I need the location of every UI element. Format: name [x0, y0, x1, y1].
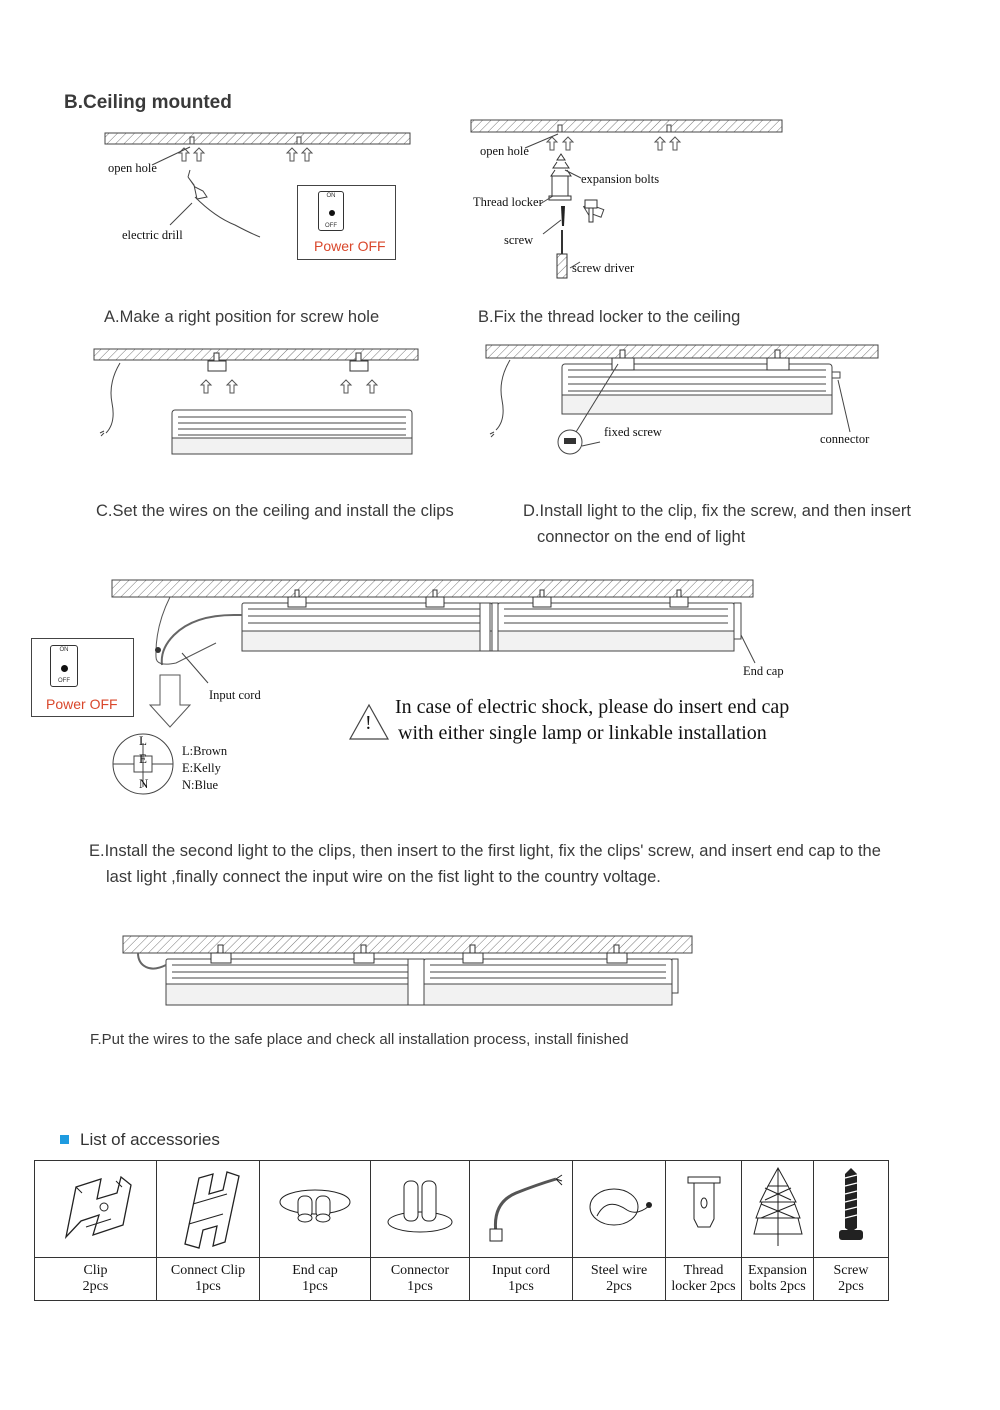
expansion-bolts-label: expansion bolts	[581, 172, 660, 186]
connector-icon	[380, 1167, 460, 1247]
step-f-caption: F.Put the wires to the safe place and check all installation process, install finished	[90, 1031, 629, 1048]
accessory-name-cell: Clip 2pcs	[35, 1258, 157, 1301]
warning-icon-mark: !	[365, 712, 372, 734]
accessory-name-cell: End cap 1pcs	[260, 1258, 371, 1301]
end-cap-label: End cap	[743, 664, 784, 678]
connect-clip-icon	[163, 1164, 253, 1250]
diagram-f	[118, 932, 698, 1010]
connector-label: connector	[820, 432, 870, 446]
ceiling-slab	[94, 349, 418, 360]
switch-icon: ON OFF	[318, 191, 344, 231]
down-arrow-icon	[150, 675, 190, 727]
accessory-name-cell: Input cord 1pcs	[470, 1258, 573, 1301]
accessory-image-cell	[371, 1161, 470, 1258]
terminal-l-label: L	[139, 733, 147, 748]
step-e-caption-line2: last light ,finally connect the input wire on the fist light to the country voltage.	[106, 868, 661, 886]
accessory-name-cell: Thread locker 2pcs	[666, 1258, 742, 1301]
accessories-table	[34, 1160, 889, 1301]
steel-wire-icon	[579, 1172, 659, 1242]
power-switch-box-e	[31, 638, 134, 717]
ceiling-slab	[471, 120, 782, 132]
screw-driver-icon	[557, 230, 567, 278]
led-light-fixture	[172, 410, 412, 454]
accessories-name-row	[35, 1258, 889, 1301]
end-cap-icon	[270, 1172, 360, 1242]
open-hole-label: open hole	[108, 161, 157, 175]
accessory-image-cell	[157, 1161, 260, 1258]
warning-text-line2: with either single lamp or linkable installation	[398, 722, 767, 744]
section-title: B.Ceiling mounted	[64, 92, 232, 113]
ceiling-slab	[486, 345, 878, 358]
step-d-caption-line1: D.Install light to the clip, fix the screw, and then insert	[523, 502, 911, 520]
open-hole-label-b: open hole	[480, 144, 529, 158]
wire-e-label: E:Kelly	[182, 761, 221, 775]
clip-icon	[46, 1167, 146, 1247]
power-switch-box	[297, 185, 396, 260]
accessories-bullet-icon	[60, 1135, 69, 1144]
power-off-label: Power OFF	[314, 238, 386, 254]
input-cord-label: Input cord	[209, 688, 261, 702]
expansion-bolts-icon	[753, 1164, 803, 1250]
screw-driver-label: screw driver	[572, 261, 635, 275]
accessory-name-cell: Expansion bolts 2pcs	[742, 1258, 814, 1301]
led-light-fixture	[242, 603, 741, 651]
step-c-caption: C.Set the wires on the ceiling and install the clips	[96, 502, 454, 520]
electric-drill-icon	[188, 170, 260, 237]
accessory-name-cell: Screw 2pcs	[814, 1258, 889, 1301]
connector-icon	[832, 372, 840, 378]
step-b-caption: B.Fix the thread locker to the ceiling	[478, 308, 741, 326]
accessory-name-cell: Connector 1pcs	[371, 1258, 470, 1301]
accessory-image-cell	[470, 1161, 573, 1258]
accessory-name-cell: Steel wire 2pcs	[573, 1258, 666, 1301]
power-off-label: Power OFF	[46, 696, 118, 712]
terminal-n-label: N	[139, 776, 149, 791]
electric-drill-label: electric drill	[122, 228, 183, 242]
led-light-fixture	[166, 959, 678, 1005]
wire-n-label: N:Blue	[182, 778, 219, 792]
switch-icon: ON OFF	[50, 645, 78, 687]
accessory-image-cell	[573, 1161, 666, 1258]
screw-icon	[561, 206, 565, 226]
ceiling-slab	[105, 133, 410, 144]
accessory-image-cell	[35, 1161, 157, 1258]
diagram-c	[90, 343, 425, 468]
accessory-image-cell	[742, 1161, 814, 1258]
ceiling-slab	[123, 936, 692, 953]
screw-label: screw	[504, 233, 534, 247]
accessories-title: List of accessories	[80, 1130, 220, 1149]
wire-l-label: L:Brown	[182, 744, 228, 758]
fixed-screw-detail-icon	[558, 430, 582, 454]
step-d-caption-line2: connector on the end of light	[537, 528, 746, 546]
step-a-caption: A.Make a right position for screw hole	[104, 308, 380, 326]
screw-icon	[831, 1164, 871, 1250]
accessory-name-cell: Connect Clip 1pcs	[157, 1258, 260, 1301]
accessory-image-cell	[814, 1161, 889, 1258]
accessory-image-cell	[260, 1161, 371, 1258]
thread-locker-icon	[674, 1167, 734, 1247]
expansion-bolt-icon	[551, 154, 571, 176]
up-arrows	[179, 148, 312, 161]
input-cord-icon	[476, 1167, 566, 1247]
step-e-caption-line1: E.Install the second light to the clips, then insert to the first light, fix the clips' screw, and insert end cap to the	[89, 842, 881, 860]
thread-locker-label: Thread locker	[473, 195, 543, 209]
fixed-screw-label: fixed screw	[604, 425, 662, 439]
accessories-image-row	[35, 1161, 889, 1258]
warning-text-line1: In case of electric shock, please do insert end cap	[395, 696, 790, 718]
terminal-e-label: E	[139, 751, 147, 766]
accessory-image-cell	[666, 1161, 742, 1258]
